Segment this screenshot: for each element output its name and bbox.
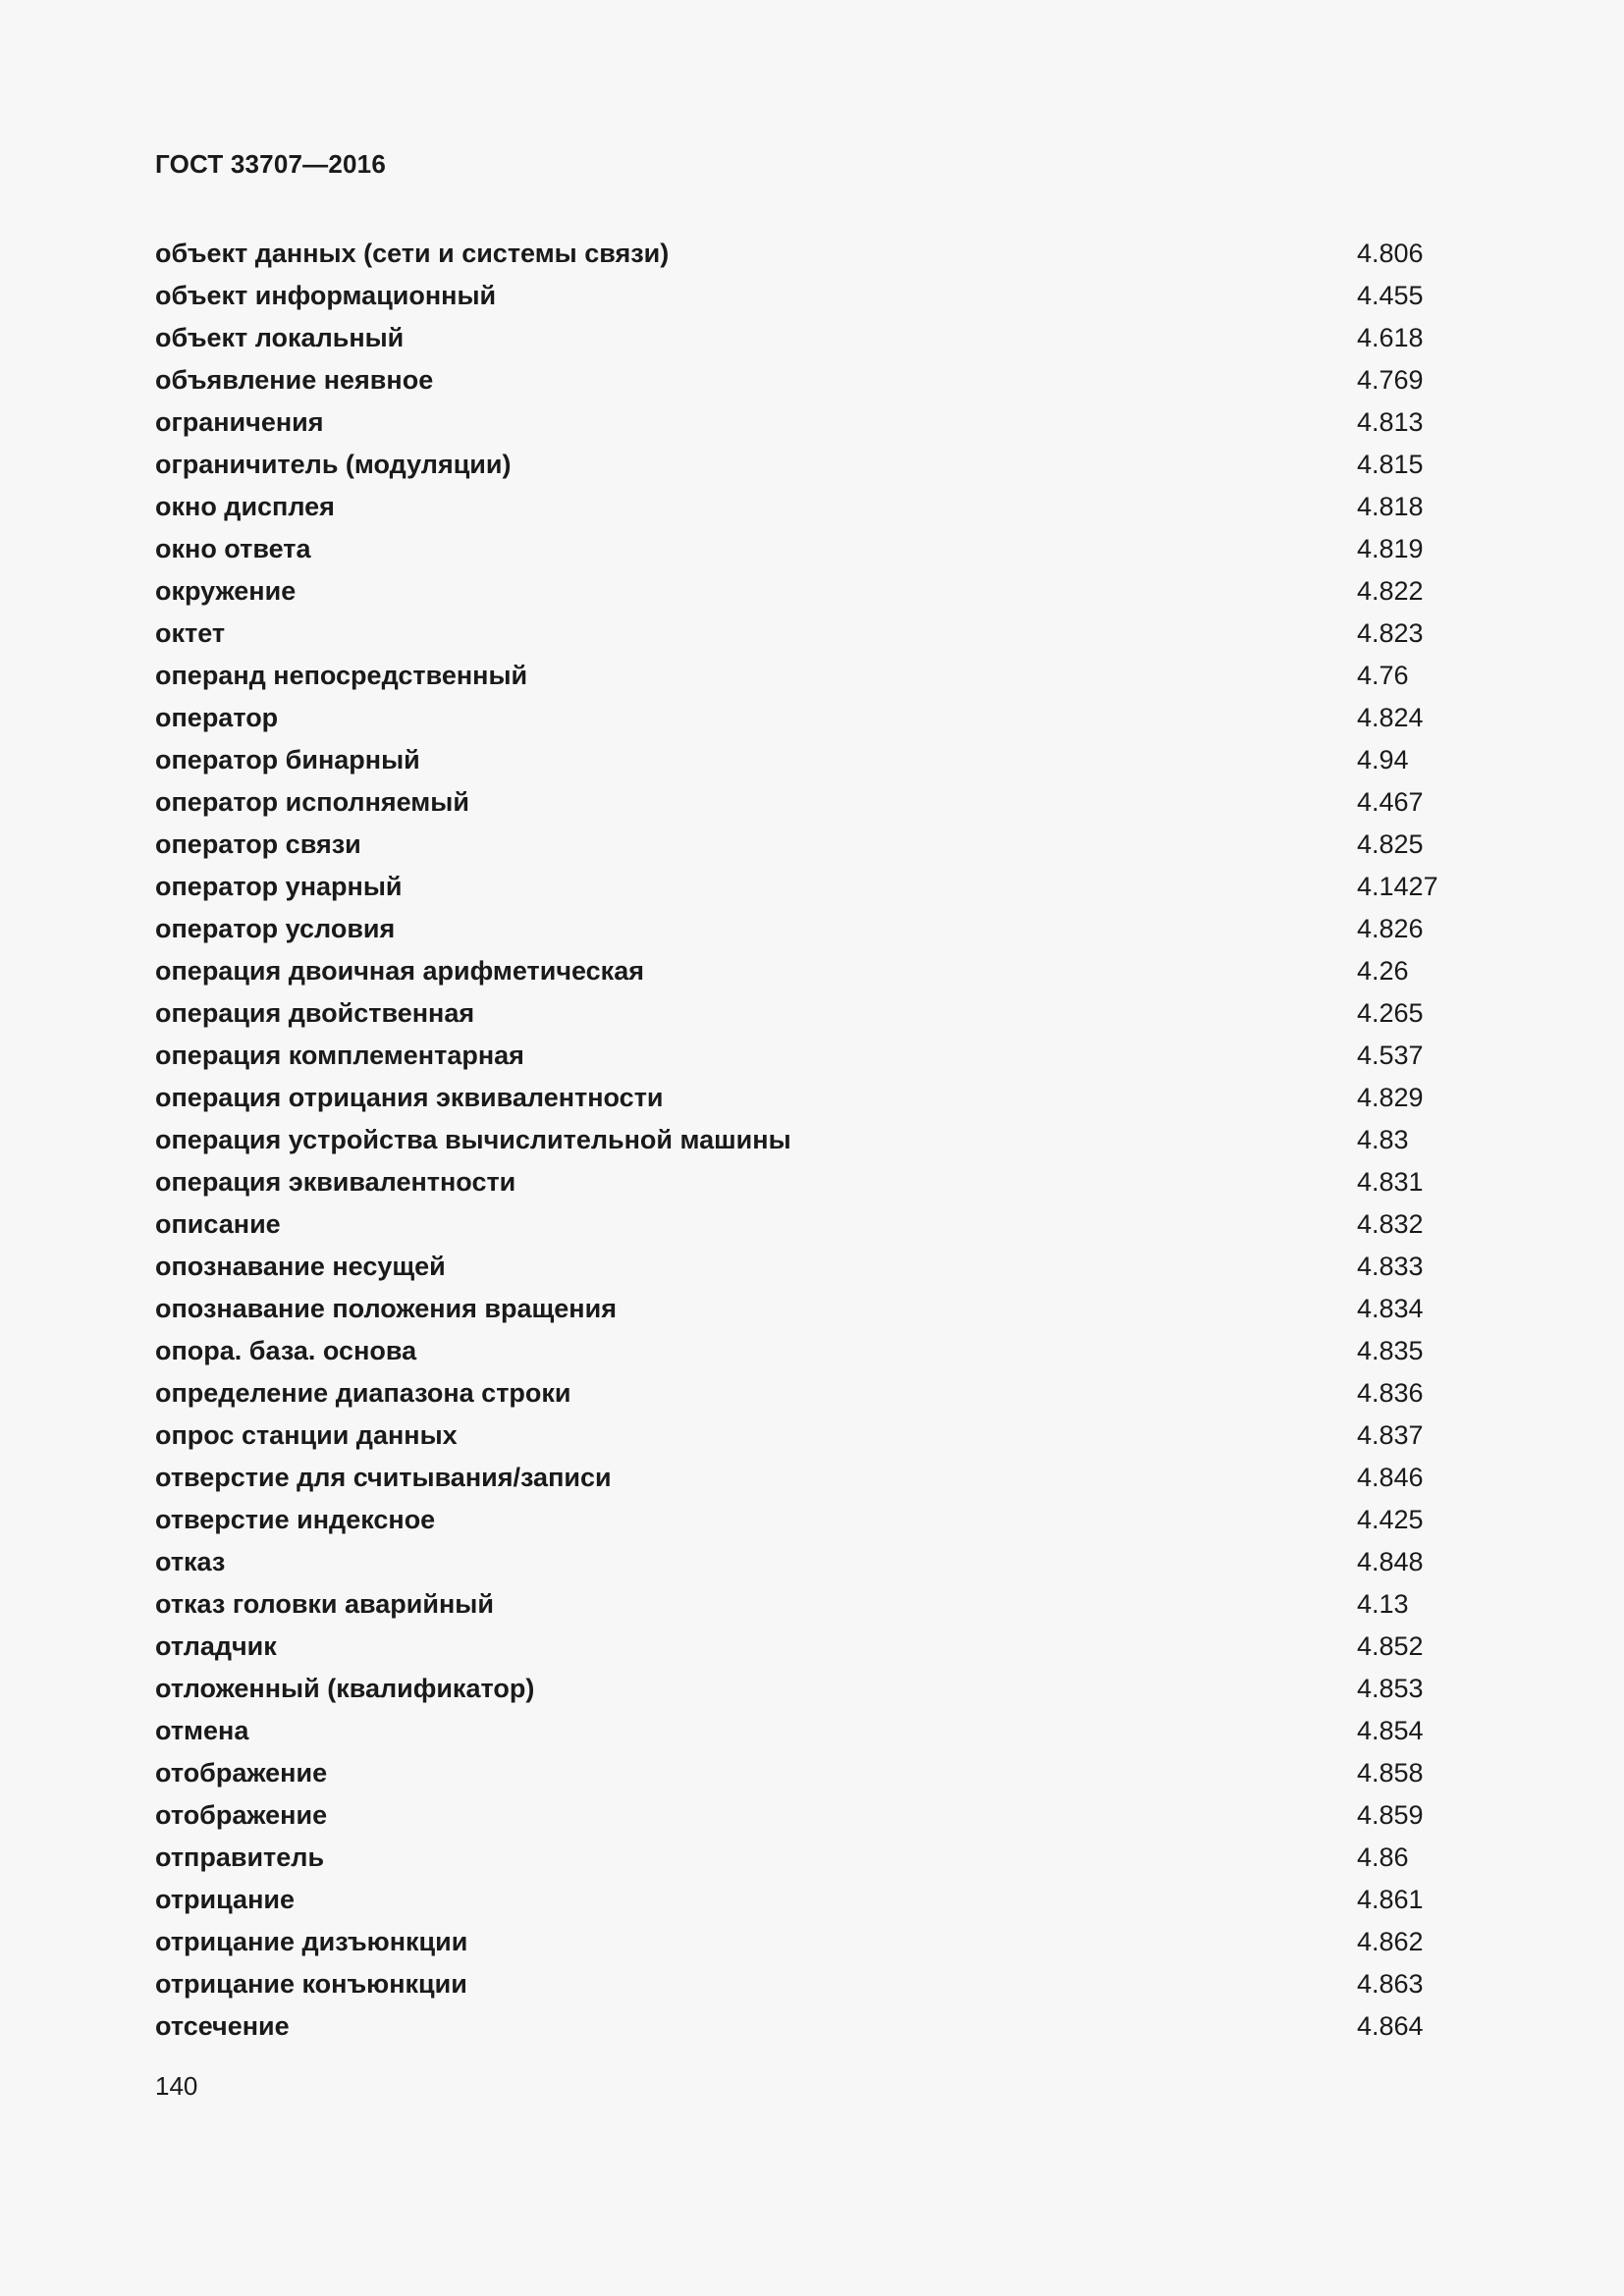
index-entry [155, 1541, 1432, 1583]
index-reference-number: 4.836 [1357, 1378, 1424, 1408]
index-term: объект данных (сети и системы связи) [155, 239, 670, 268]
index-reference-number: 4.853 [1357, 1674, 1424, 1703]
index-term: оператор бинарный [155, 745, 420, 774]
index-term: оператор [155, 703, 279, 732]
index-reference-number: 4.846 [1357, 1463, 1424, 1492]
index-entry [155, 444, 1432, 486]
index-reference-number: 4.824 [1357, 703, 1424, 732]
index-entry [155, 1499, 1432, 1541]
index-term: объявление неявное [155, 365, 434, 395]
index-term: отверстие для считывания/записи [155, 1463, 612, 1492]
index-reference-number: 4.455 [1357, 281, 1424, 310]
index-entry [155, 781, 1432, 824]
page-number: 140 [155, 2071, 198, 2101]
index-entry [155, 1035, 1432, 1077]
index-reference-number: 4.835 [1357, 1336, 1424, 1365]
term-index-list [155, 233, 1438, 2048]
index-entry [155, 401, 1432, 444]
index-term: оператор унарный [155, 872, 403, 901]
index-reference-number: 4.832 [1357, 1209, 1424, 1239]
index-term: операнд непосредственный [155, 661, 528, 690]
index-reference-number: 4.813 [1357, 407, 1424, 437]
index-term: отказ [155, 1547, 226, 1576]
index-reference-number: 4.859 [1357, 1800, 1424, 1830]
index-entry [155, 1837, 1432, 1879]
index-entry [155, 1752, 1432, 1794]
index-reference-number: 4.854 [1357, 1716, 1424, 1745]
index-term: оператор условия [155, 914, 396, 943]
index-term: отправитель [155, 1842, 325, 1872]
index-entry [155, 655, 1432, 697]
index-reference-number: 4.822 [1357, 576, 1424, 606]
index-term: октет [155, 618, 226, 648]
index-term: операция эквивалентности [155, 1167, 516, 1197]
index-entry [155, 824, 1432, 866]
index-reference-number: 4.13 [1357, 1589, 1409, 1619]
index-entry [155, 1372, 1432, 1415]
index-entry [155, 1161, 1432, 1203]
index-reference-number: 4.826 [1357, 914, 1424, 943]
index-term: отрицание конъюнкции [155, 1969, 467, 1999]
index-term: операция двоичная арифметическая [155, 956, 644, 986]
index-reference-number: 4.815 [1357, 450, 1424, 479]
index-reference-number: 4.76 [1357, 661, 1409, 690]
index-entry [155, 1203, 1432, 1246]
index-entry [155, 950, 1432, 992]
index-reference-number: 4.806 [1357, 239, 1424, 268]
index-term: операция двойственная [155, 998, 475, 1028]
index-term: отображение [155, 1758, 328, 1788]
index-term: операция устройства вычислительной машины [155, 1125, 791, 1154]
index-reference-number: 4.823 [1357, 618, 1424, 648]
index-term: отладчик [155, 1631, 277, 1661]
index-entry [155, 317, 1432, 359]
index-reference-number: 4.864 [1357, 2011, 1424, 2041]
index-reference-number: 4.862 [1357, 1927, 1424, 1956]
index-reference-number: 4.467 [1357, 787, 1424, 817]
index-term: оператор исполняемый [155, 787, 469, 817]
index-reference-number: 4.1427 [1357, 872, 1438, 901]
index-reference-number: 4.425 [1357, 1505, 1424, 1534]
index-entry [155, 359, 1432, 401]
index-term: операция комплементарная [155, 1041, 524, 1070]
index-reference-number: 4.861 [1357, 1885, 1424, 1914]
index-reference-number: 4.818 [1357, 492, 1424, 521]
index-entry [155, 1963, 1432, 2005]
index-entry [155, 1077, 1432, 1119]
index-entry [155, 528, 1432, 570]
index-reference-number: 4.829 [1357, 1083, 1424, 1112]
index-entry [155, 1457, 1432, 1499]
index-reference-number: 4.265 [1357, 998, 1424, 1028]
index-entry [155, 908, 1432, 950]
index-entry [155, 275, 1432, 317]
index-reference-number: 4.837 [1357, 1420, 1424, 1450]
index-entry [155, 1626, 1432, 1668]
index-entry [155, 1330, 1432, 1372]
index-entry [155, 2005, 1432, 2048]
index-reference-number: 4.852 [1357, 1631, 1424, 1661]
index-term: опора. база. основа [155, 1336, 417, 1365]
index-term: объект локальный [155, 323, 405, 352]
index-reference-number: 4.858 [1357, 1758, 1424, 1788]
index-reference-number: 4.26 [1357, 956, 1409, 986]
index-entry [155, 1879, 1432, 1921]
index-reference-number: 4.537 [1357, 1041, 1424, 1070]
index-reference-number: 4.863 [1357, 1969, 1424, 1999]
index-reference-number: 4.831 [1357, 1167, 1424, 1197]
index-term: описание [155, 1209, 281, 1239]
index-term: отмена [155, 1716, 249, 1745]
index-entry [155, 1710, 1432, 1752]
index-entry [155, 1921, 1432, 1963]
index-term: отказ головки аварийный [155, 1589, 494, 1619]
index-reference-number: 4.769 [1357, 365, 1424, 395]
index-term: оператор связи [155, 829, 361, 859]
index-term: ограничения [155, 407, 324, 437]
index-reference-number: 4.848 [1357, 1547, 1424, 1576]
index-term: отрицание [155, 1885, 296, 1914]
index-term: операция отрицания эквивалентности [155, 1083, 664, 1112]
index-reference-number: 4.834 [1357, 1294, 1424, 1323]
index-term: окно ответа [155, 534, 311, 563]
index-entry [155, 1415, 1432, 1457]
index-entry [155, 866, 1438, 908]
index-term: отложенный (квалификатор) [155, 1674, 535, 1703]
index-reference-number: 4.86 [1357, 1842, 1409, 1872]
index-entry [155, 1668, 1432, 1710]
index-reference-number: 4.833 [1357, 1252, 1424, 1281]
index-entry [155, 739, 1432, 781]
index-reference-number: 4.94 [1357, 745, 1409, 774]
index-entry [155, 1794, 1432, 1837]
index-term: отрицание дизъюнкции [155, 1927, 468, 1956]
index-reference-number: 4.83 [1357, 1125, 1409, 1154]
index-term: определение диапазона строки [155, 1378, 571, 1408]
index-entry [155, 697, 1432, 739]
index-reference-number: 4.819 [1357, 534, 1424, 563]
index-entry [155, 570, 1432, 613]
index-entry [155, 1288, 1432, 1330]
index-term: объект информационный [155, 281, 497, 310]
index-entry [155, 1583, 1432, 1626]
index-term: окружение [155, 576, 297, 606]
document-header: ГОСТ 33707—2016 [155, 149, 386, 179]
index-entry [155, 613, 1432, 655]
index-entry [155, 486, 1432, 528]
index-reference-number: 4.825 [1357, 829, 1424, 859]
index-term: опрос станции данных [155, 1420, 458, 1450]
index-term: отображение [155, 1800, 328, 1830]
index-entry [155, 1119, 1432, 1161]
index-entry [155, 233, 1432, 275]
index-term: окно дисплея [155, 492, 335, 521]
index-term: опознавание положения вращения [155, 1294, 617, 1323]
index-term: ограничитель (модуляции) [155, 450, 512, 479]
index-term: отсечение [155, 2011, 290, 2041]
index-entry [155, 1246, 1432, 1288]
index-term: опознавание несущей [155, 1252, 446, 1281]
index-reference-number: 4.618 [1357, 323, 1424, 352]
index-term: отверстие индексное [155, 1505, 436, 1534]
index-entry [155, 992, 1432, 1035]
